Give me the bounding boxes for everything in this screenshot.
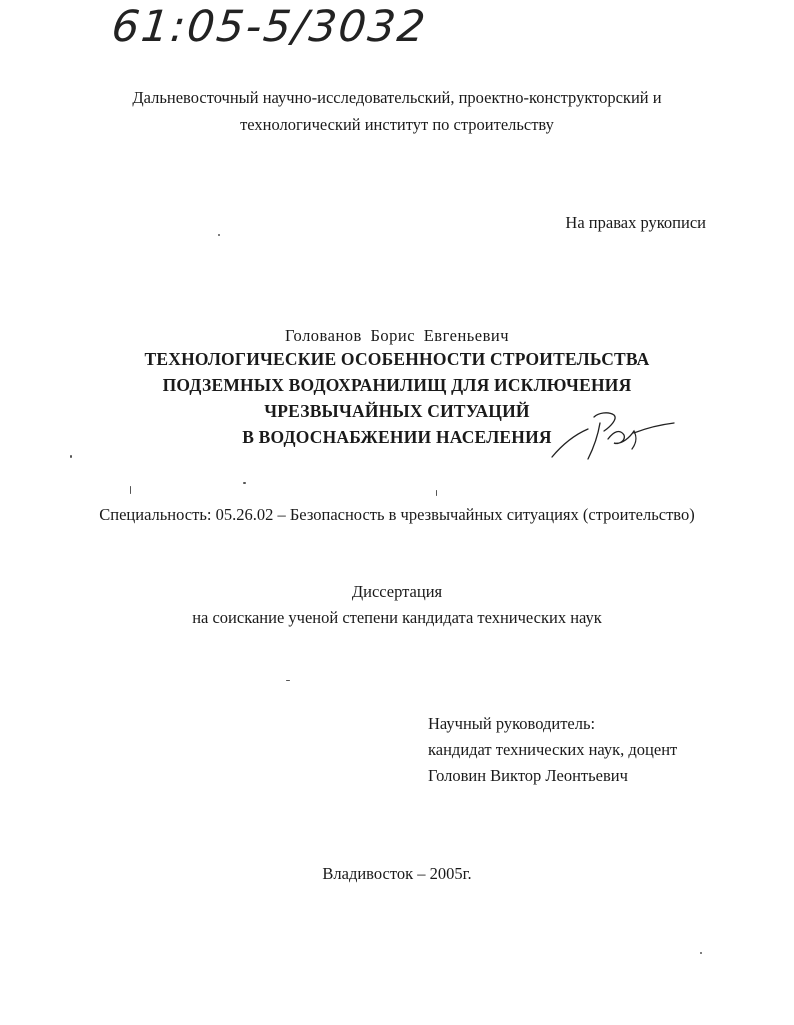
city-year: Владивосток – 2005г.	[322, 864, 472, 883]
scan-speck	[218, 234, 220, 236]
degree-sought: на соискание ученой степени кандидата технических наук	[192, 608, 602, 627]
author-name: Голованов Борис Евгеньевич	[284, 326, 510, 345]
scan-speck	[130, 486, 131, 494]
supervisor-label: Научный руководитель:	[428, 714, 596, 733]
institute-name-line2: технологический институт по строительству	[240, 115, 554, 134]
scan-speck	[436, 490, 437, 496]
scan-speck	[286, 680, 290, 681]
specialty-line: Специальность: 05.26.02 – Безопасность в чрезвычайных ситуациях (строительство)	[99, 505, 695, 524]
scan-speck	[700, 952, 702, 954]
signature-icon	[548, 405, 678, 465]
institute-name-line1: Дальневосточный научно-исследовательский, проектно-конструкторский и	[132, 88, 662, 107]
thesis-title-line4: В ВОДОСНАБЖЕНИИ НАСЕЛЕНИЯ	[242, 427, 552, 447]
supervisor-degree: кандидат технических наук, доцент	[428, 740, 678, 759]
supervisor-block	[428, 711, 677, 789]
scan-speck	[70, 455, 72, 458]
manuscript-note: На правах рукописи	[565, 213, 706, 232]
thesis-title-line3: ЧРЕЗВЫЧАЙНЫХ СИТУАЦИЙ	[264, 401, 530, 421]
catalog-number-handwritten: 61:05-5/3032	[109, 2, 430, 52]
thesis-title-line1: ТЕХНОЛОГИЧЕСКИЕ ОСОБЕННОСТИ СТРОИТЕЛЬСТВА	[144, 349, 650, 369]
supervisor-name: Головин Виктор Леонтьевич	[428, 766, 628, 785]
dissertation-label: Диссертация	[351, 582, 443, 601]
thesis-title-line2: ПОДЗЕМНЫХ ВОДОХРАНИЛИЩ ДЛЯ ИСКЛЮЧЕНИЯ	[162, 375, 632, 395]
scan-speck	[243, 482, 246, 484]
